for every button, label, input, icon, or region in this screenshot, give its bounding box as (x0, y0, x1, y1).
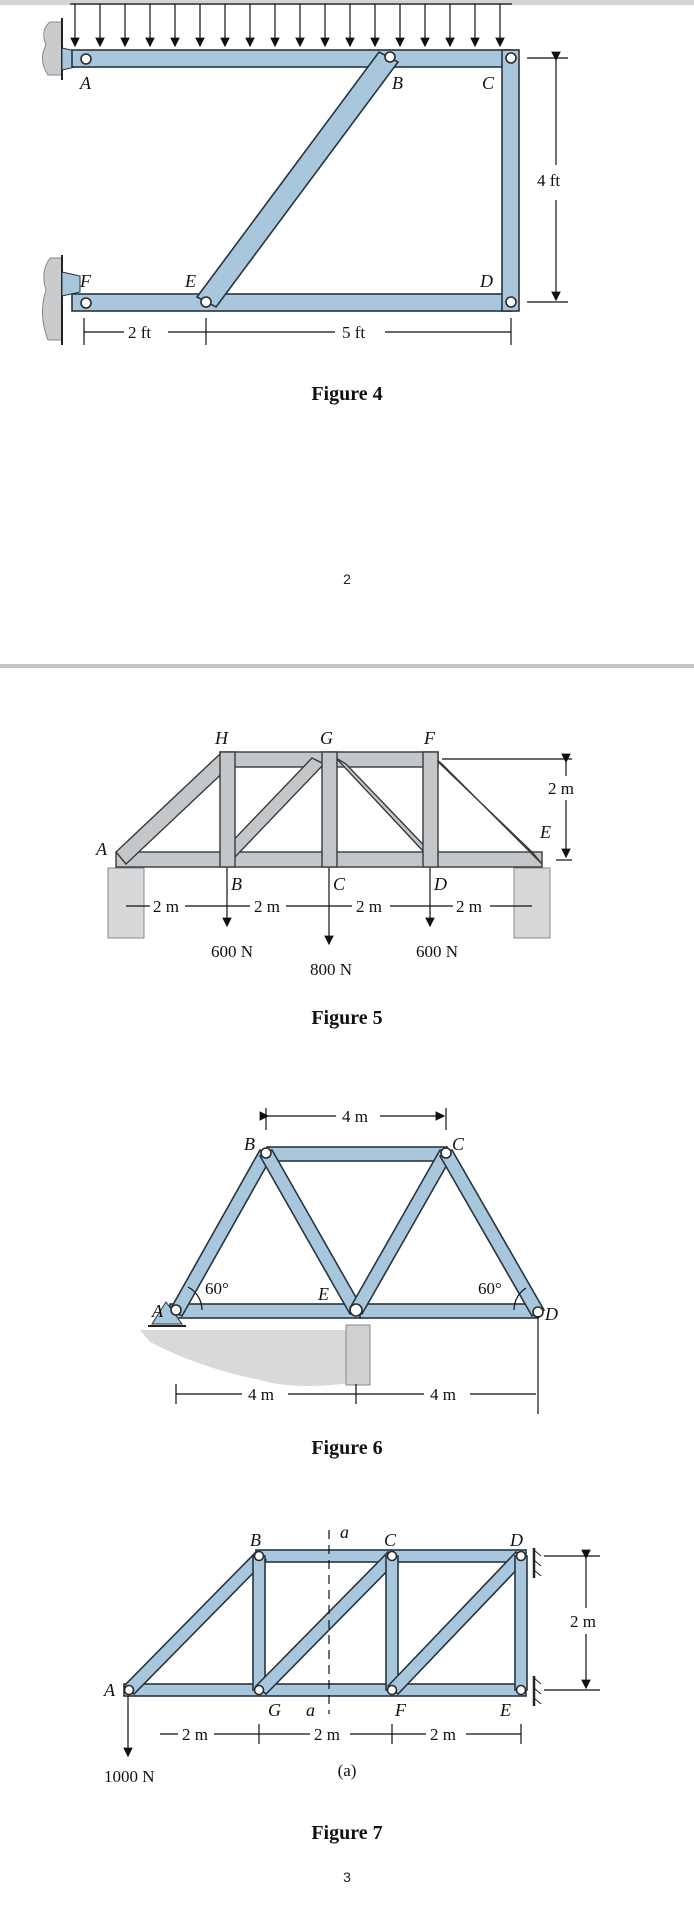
angle-right: 60° (478, 1279, 502, 1298)
dimension-line-bottom (160, 1724, 521, 1744)
label-section-a-bottom: a (306, 1700, 315, 1720)
pin-a (125, 1686, 134, 1695)
sub-caption-a: (a) (337, 1761, 357, 1780)
label-f: F (395, 1700, 406, 1720)
label-e: E (540, 822, 551, 842)
dim-4m-top: 4 m (342, 1107, 368, 1126)
pin-c (388, 1552, 397, 1561)
load-800n-c: 800 N (309, 960, 353, 979)
support-e-block (346, 1325, 370, 1385)
dim-4m-left: 4 m (248, 1385, 274, 1404)
dim-2m-3: 2 m (430, 1725, 456, 1744)
label-g: G (320, 728, 333, 748)
pin-e (517, 1686, 526, 1695)
page-number-2: 2 (343, 571, 351, 587)
figure-7 (0, 1470, 694, 1910)
dim-2ft: 2 ft (128, 323, 152, 342)
pin-b (255, 1552, 264, 1561)
label-a: A (96, 839, 107, 859)
pin-d (533, 1307, 543, 1317)
load-600n-b: 600 N (210, 942, 254, 961)
member-hc-diagonal (222, 758, 324, 858)
figure-6-caption: Figure 6 (311, 1437, 383, 1459)
label-d: D (480, 271, 493, 291)
label-a: A (104, 1680, 115, 1700)
member-bc (267, 1147, 447, 1161)
label-b: B (250, 1530, 261, 1550)
figure-7-caption: Figure 7 (311, 1822, 383, 1844)
label-c: C (452, 1134, 465, 1154)
wall-support-e (534, 1676, 541, 1706)
page-separator (0, 664, 694, 668)
label-h: H (215, 728, 228, 748)
label-d: D (510, 1530, 523, 1550)
dim-2m-height: 2 m (548, 779, 574, 798)
label-e: E (318, 1284, 329, 1304)
member-fc-diagonal (336, 758, 436, 858)
dim-2m-3: 2 m (356, 897, 382, 916)
member-ed (360, 1304, 538, 1318)
pin-f (81, 298, 91, 308)
dim-4ft: 4 ft (537, 171, 561, 190)
member-de (515, 1556, 527, 1690)
dim-2m-2: 2 m (314, 1725, 340, 1744)
member-fd (423, 752, 438, 867)
angle-left: 60° (205, 1279, 229, 1298)
figure-6 (0, 1080, 694, 1460)
dimension-line-right (442, 759, 572, 860)
member-ab (124, 1552, 266, 1694)
label-e: E (500, 1700, 511, 1720)
support-left (108, 868, 144, 938)
dim-2m-height: 2 m (570, 1612, 596, 1631)
pin-e (350, 1304, 362, 1316)
member-fe (430, 754, 542, 864)
support-right (514, 868, 550, 938)
label-f: F (424, 728, 435, 748)
pin-c (506, 53, 516, 63)
dimension-line-bottom (176, 1384, 536, 1404)
member-gc (256, 1552, 398, 1694)
page-number-3: 3 (343, 1869, 351, 1885)
member-ae (170, 1304, 360, 1318)
member-ah (116, 754, 232, 864)
pin-g (255, 1686, 264, 1695)
member-fd (388, 1552, 526, 1694)
label-e: E (185, 271, 196, 291)
pin-f (388, 1686, 397, 1695)
pin-b (385, 52, 395, 62)
member-gc (322, 752, 337, 867)
pin-e (201, 297, 211, 307)
figure-5 (0, 700, 694, 1070)
dim-2m-4: 2 m (456, 897, 482, 916)
member-fd (72, 294, 512, 311)
member-ae (124, 1684, 526, 1696)
member-ce (350, 1150, 452, 1314)
figure-4 (0, 0, 694, 664)
member-hb (220, 752, 235, 867)
member-cd (502, 50, 519, 311)
member-ac (72, 50, 512, 67)
label-c: C (482, 73, 495, 93)
label-c: C (384, 1530, 397, 1550)
wall-support-a (42, 18, 80, 80)
dim-5ft: 5 ft (342, 323, 366, 342)
dim-4m-right: 4 m (430, 1385, 456, 1404)
label-d: D (545, 1304, 558, 1324)
label-c: C (333, 874, 346, 894)
pin-d (517, 1552, 526, 1561)
load-600n-d: 600 N (415, 942, 459, 961)
label-g: G (268, 1700, 281, 1720)
member-cf (386, 1556, 398, 1690)
member-bg (253, 1556, 265, 1690)
label-f: F (80, 271, 91, 291)
label-d: D (434, 874, 447, 894)
label-section-a-top: a (340, 1522, 349, 1542)
wall-support-d (534, 1548, 541, 1578)
distributed-load (70, 4, 512, 46)
label-a: A (152, 1301, 163, 1321)
pin-a (81, 54, 91, 64)
label-b: B (392, 73, 403, 93)
label-b: B (244, 1134, 255, 1154)
member-be (260, 1150, 362, 1314)
label-a: A (80, 73, 91, 93)
load-1000n: 1000 N (104, 1767, 155, 1786)
pin-d (506, 297, 516, 307)
ground (140, 1330, 370, 1386)
dim-2m-1: 2 m (182, 1725, 208, 1744)
figure-4-caption: Figure 4 (311, 383, 383, 405)
pin-a (171, 1305, 181, 1315)
dim-2m-2: 2 m (254, 897, 280, 916)
figure-5-caption: Figure 5 (311, 1007, 383, 1029)
member-be (197, 52, 398, 307)
pin-b (261, 1148, 271, 1158)
label-b: B (231, 874, 242, 894)
pin-c (441, 1148, 451, 1158)
dim-2m-1: 2 m (153, 897, 179, 916)
